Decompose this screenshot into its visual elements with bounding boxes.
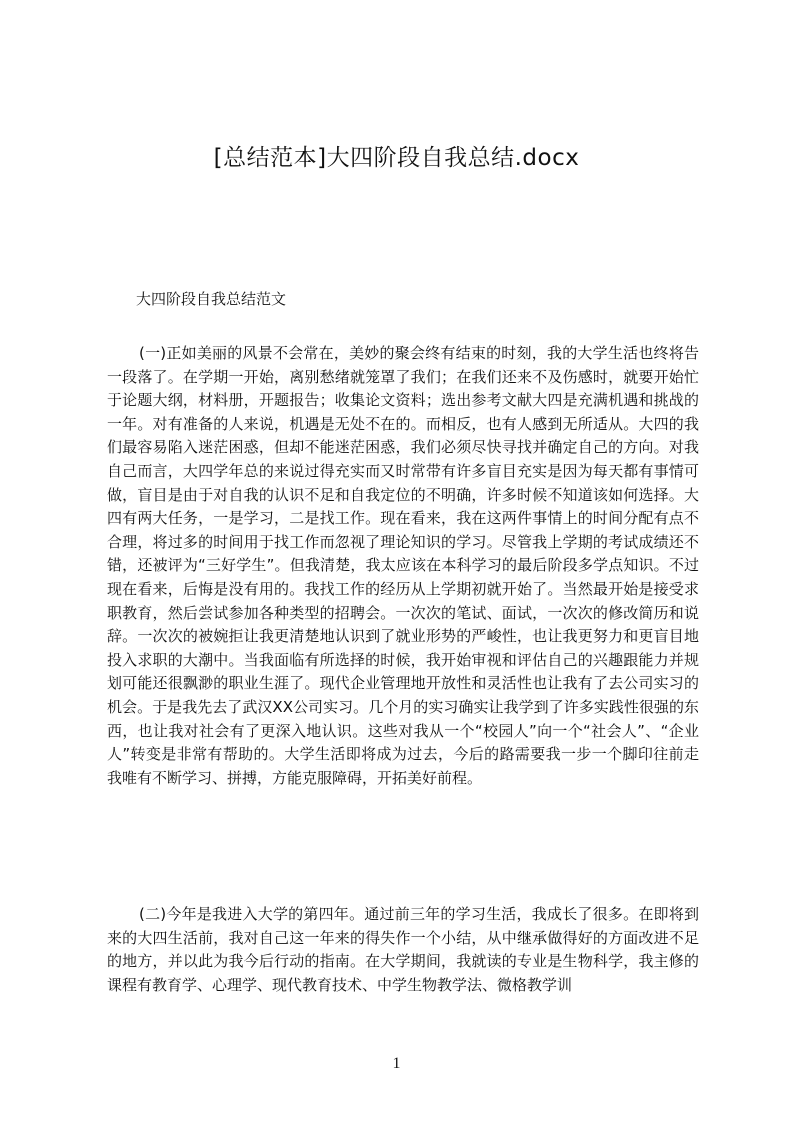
page-number: 1: [392, 1055, 401, 1072]
document-subtitle: 大四阶段自我总结范文: [136, 290, 287, 308]
paragraph-two: (二)今年是我进入大学的第四年。通过前三年的学习生活，我成长了很多。在即将到来的大四生活前，我对自己这一年来的得失作一个小结，从中继承做得好的方面改进不足的地方，并以此为我今后行动的指南。在大学期间，我就读的专业是生物科学，我主修的课程有教育学、心理学、现代教育技术、中学生物教学法、微格教学训: [107, 905, 699, 994]
document-title: [总结范本]大四阶段自我总结.docx: [213, 145, 580, 171]
paragraph-one: (一)正如美丽的风景不会常在，美妙的聚会终有结束的时刻，我的大学生活也终将告一段落了。在学期一开始，离别愁绪就笼罩了我们；在我们还来不及伤感时，就要开始忙于论题大纲，材料册，开题报告；收集论文资料；选出参考文献大四是充满机遇和挑战的一年。对有准备的人来说，机遇是无处不在的。而相反，也有人感到无所适从。大四的我们最容易陷入迷茫困惑，但却不能迷茫困惑，我们必须尽快寻找并确定自己的方向。对我自己而言，大四学年总的来说过得充实而又时常带有许多盲目充实是因为每天都有事情可做，盲目是由于对自我的认识不足和自我定位的不明确，许多时候不知道该如何选择。大四有两大任务，一是学习，二是找工作。现在看来，我在这两件事情上的时间分配有点不合理，将过多的时间用于找工作而忽视了理论知识的学习。尽管我上学期的考试成绩还不错，还被评为“三好学生”。但我清楚，我太应该在本科学习的最后阶段多学点知识。不过现在看来，后悔是没有用的。我找工作的经历从上学期初就开始了。当然最开始是接受求职教育，然后尝试参加各种类型的招聘会。一次次的笔试、面试，一次次的修改简历和说辞。一次次的被婉拒让我更清楚地认识到了就业形势的严峻性，也让我更努力和更盲目地投入求职的大潮中。当我面临有所选择的时候，我开始审视和评估自己的兴趣跟能力并规划可能还很飘渺的职业生涯了。现代企业管理地开放性和灵活性也让我有了去公司实习的机会。于是我先去了武汉XX公司实习。几个月的实习确实让我学到了许多实践性很强的东西，也让我对社会有了更深入地认识。这些对我从一个“校园人”向一个“社会人”、“企业人”转变是非常有帮助的。大学生活即将成为过去，今后的路需要我一步一个脚印往前走我唯有不断学习、拼搏，方能克服障碍，开拓美好前程。: [107, 344, 699, 787]
